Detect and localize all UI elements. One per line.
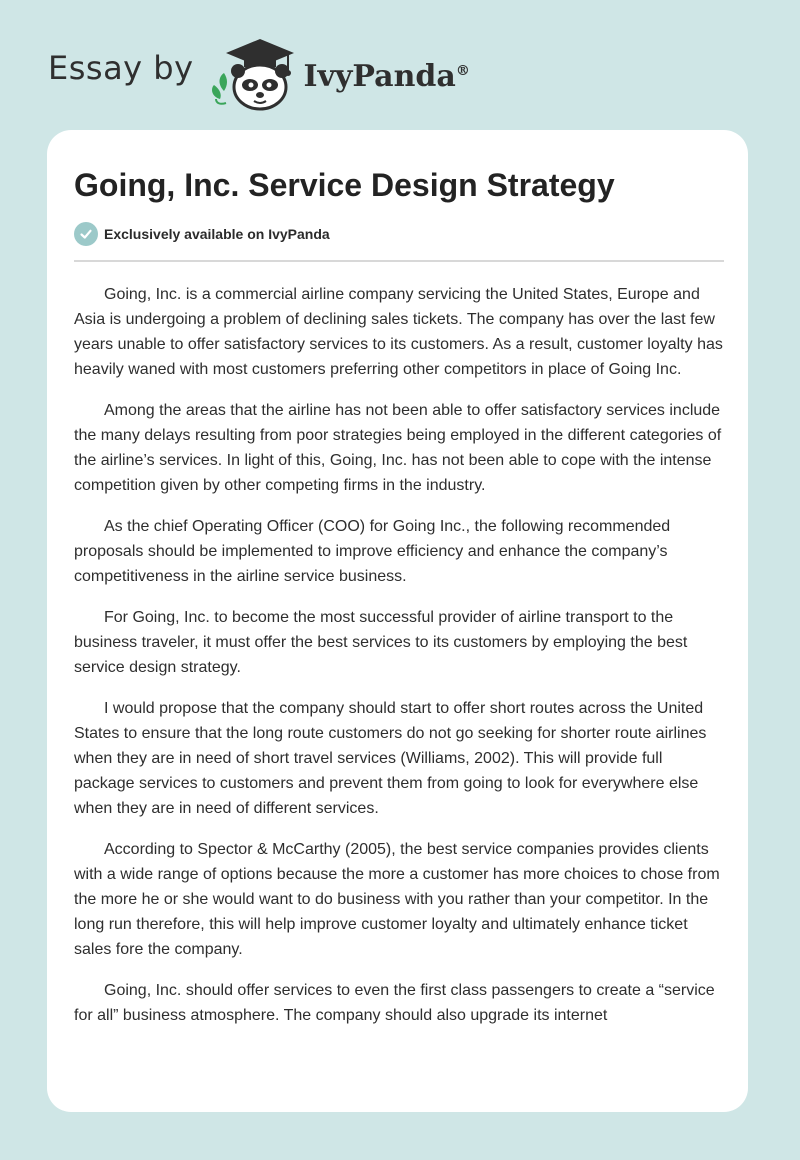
paragraph: Going, Inc. should offer services to even the first class passengers to create a “service for all” business atmosphere. The company should also upgrade its internet — [74, 982, 715, 1024]
essay-by-label: Essay by — [48, 49, 194, 87]
essay-content — [74, 166, 724, 1044]
paragraph: For Going, Inc. to become the most successful provider of airline transport to the business traveler, it must offer the best services to its customers by employing the best service design strategy. — [74, 609, 688, 676]
exclusive-badge — [74, 222, 724, 246]
check-circle-icon — [74, 222, 98, 246]
divider — [74, 260, 724, 262]
panda-graduate-icon — [208, 33, 298, 113]
paragraph: Going, Inc. is a commercial airline company servicing the United States, Europe and Asia is undergoing a problem of declining sales tickets. The company has over the last few years unable to offer satisfactory services to its customers. As a result, customer loyalty has heavily waned with most customers preferring other competitors in place of Going Inc. — [74, 286, 723, 378]
page-title: Going, Inc. Service Design Strategy — [74, 167, 615, 203]
paragraph: I would propose that the company should start to offer short routes across the United States to ensure that the long route customers do not go seeking for shorter route airlines when they are in need of short travel services (Williams, 2002). This will provide full package services to customers and prevent them from going to look for everywhere else when they are in need of different services. — [74, 700, 707, 817]
paragraph: According to Spector & McCarthy (2005), the best service companies provides clients with a wide range of options because the more a customer has more choices to chose from the more he or she would want to do business with you rather than your competitor. In the long run therefore, this will help improve customer loyalty and ultimately enhance ticket sales fore the company. — [74, 841, 720, 958]
paragraph: As the chief Operating Officer (COO) for Going Inc., the following recommended proposals should be implemented to improve efficiency and enhance the company’s competitiveness in the airline service business. — [74, 518, 671, 585]
brand-name: IvyPanda® — [303, 58, 470, 94]
essay-card — [47, 130, 748, 1112]
exclusive-label: Exclusively available on IvyPanda — [104, 226, 330, 242]
site-header — [48, 28, 470, 118]
paragraph: Among the areas that the airline has not been able to offer satisfactory services include the many delays resulting from poor strategies being employed in the different categories of the airline’s services. In light of this, Going, Inc. has not been able to cope with the intense competition given by other competing firms in the industry. — [74, 402, 722, 494]
